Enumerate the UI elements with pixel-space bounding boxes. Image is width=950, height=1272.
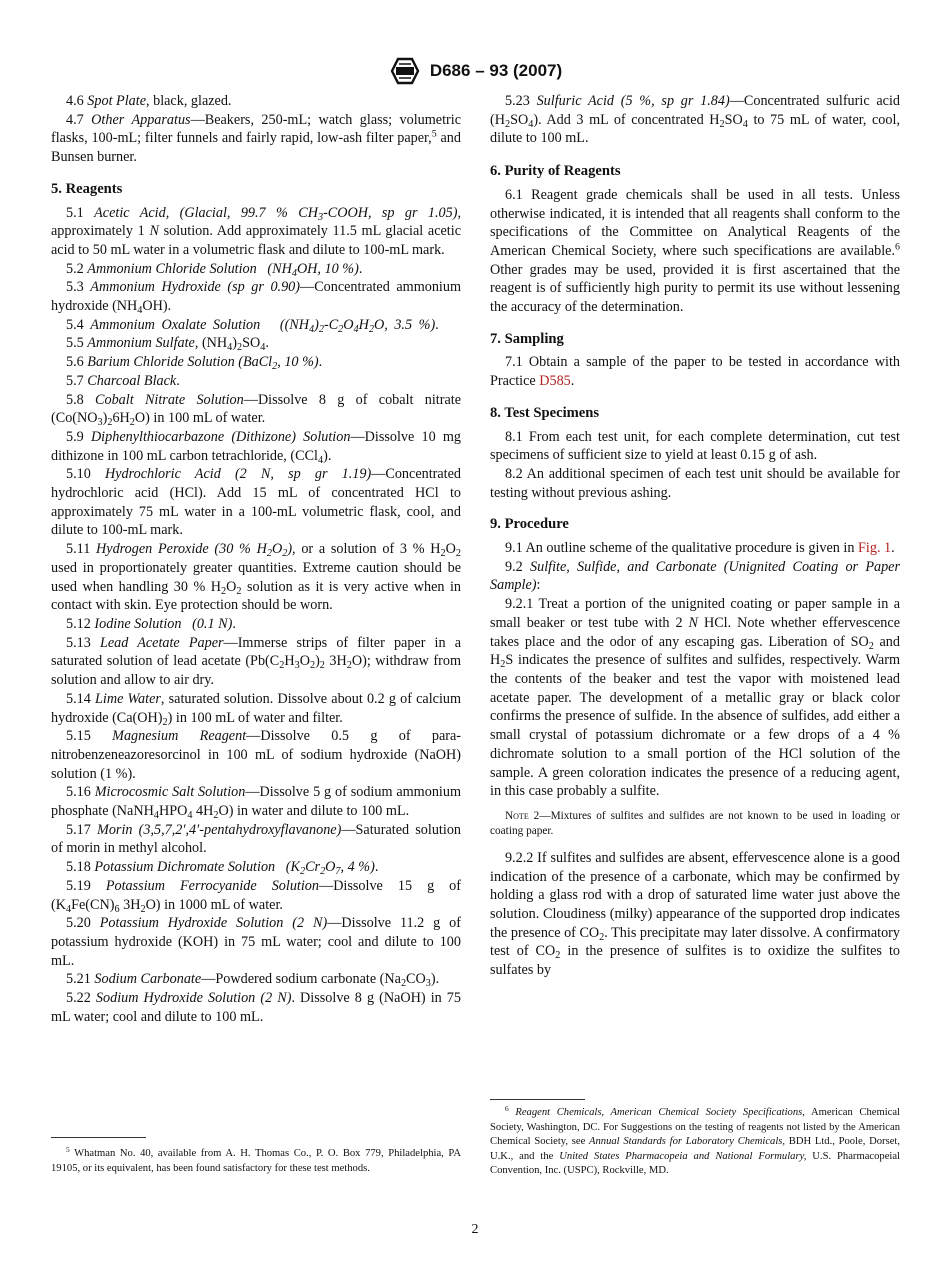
section-5-1: 5.1 Acetic Acid, (Glacial, 99.7 % $CH_3$-COOH, sp gr 1.05), approximately 1 N solution. Add approximately 11.5 mL glacial acetic acid to 50 mL water in a volumetric flask and dilute to 100-mL mark. [51, 204, 462, 258]
section-5-14: 5.14 Lime Water, saturated solution. Dissolve about 0.2 g of calcium hydroxide $(Ca(OH)_2)$ in 100 mL of water and filter. [51, 690, 462, 728]
section-5-22: 5.22 Sodium Hydroxide Solution (2 N). Dissolve 8 g (NaOH) in 75 mL water; cool and dilute to 100 mL. [51, 990, 461, 1025]
link-d585[interactable]: D585 [539, 373, 571, 390]
section-5-17: 5.17 Morin (3,5,7,2′,4′-pentahydroxyflavanone)—Saturated solution of morin in methyl alcohol. [51, 821, 462, 857]
section-9-2: 9.2 Sulfite, Sulfide, and Carbonate (Unignited Coating or Paper Sample): [490, 558, 901, 594]
section-5-19: 5.19 Potassium Ferrocyanide Solution—Dissolve 15 g of ($K_4Fe(CN)_6$ $3H_2O$) in 1000 mL of water. [51, 877, 461, 915]
heading-purity-of-reagents: 6. Purity of Reagents [490, 163, 621, 180]
section-4-7: 4.7 Other Apparatus—Beakers, 250-mL; watch glass; volumetric flasks, 100-mL; filter funnels and fairly rapid, low-ash filter paper,$^5$ and Bunsen burner. [51, 111, 462, 166]
section-5-11: 5.11 Hydrogen Peroxide (30 % $H_2O_2$), or a solution of 3 % $H_2O_2$ used in proportionately greater quantities. Extreme caution should be used when handling 30 % $H_2O_2$ solution as it is very active when in contact with skin. Eye protection should be worn. [51, 541, 462, 614]
section-8-1: 8.1 From each test unit, for each complete determination, cut test specimens of sufficient size to yield at least 0.15 g of ash. [490, 428, 900, 464]
section-4-6: 4.6 Spot Plate, black, glazed. [66, 93, 232, 109]
section-5-20: 5.20 Potassium Hydroxide Solution (2 N)—Dissolve 11.2 g of potassium hydroxide (KOH) in 75 mL water; cool and dilute to 100 mL. [51, 915, 461, 969]
heading-reagents: 5. Reagents [51, 180, 123, 197]
section-5-2: 5.2 Ammonium Chloride Solution ($NH_4OH$, 10 %). [66, 260, 363, 279]
astm-logo-icon [388, 56, 422, 86]
section-5-10: 5.10 Hydrochloric Acid (2 N, sp gr 1.19)—Concentrated hydrochloric acid (HCl). Add 15 mL of concentrated HCl to approximately 75 mL water in a 100-mL volumetric flask, cool, and dilute to 100-mL mark. [51, 466, 462, 539]
document-designation: D686 – 93 (2007) [429, 61, 563, 80]
section-8-2: 8.2 An additional specimen of each test unit should be available for testing without previous ashing. [490, 465, 900, 501]
heading-test-specimens: 8. Test Specimens [490, 404, 600, 421]
section-5-4: 5.4 Ammonium Oxalate Solution ($(NH_4)_2-C_2O_4H_2O$, 3.5 %). [66, 316, 439, 335]
section-5-21: 5.21 Sodium Carbonate—Powdered sodium carbonate $(Na_2CO_3)$. [66, 971, 440, 990]
section-5-23: 5.23 Sulfuric Acid (5 %, sp gr 1.84)—Concentrated sulfuric acid $(H_2SO_4)$. Add 3 mL of concentrated $H_2SO_4$ to 75 mL of water, cool, dilute to 100 mL. [490, 93, 900, 147]
section-5-7: 5.7 Charcoal Black. [66, 372, 180, 389]
section-5-16: 5.16 Microcosmic Salt Solution—Dissolve 5 g of sodium ammonium phosphate ($NaNH_4HPO_4$ $4H_2O$) in water and dilute to 100 mL. [51, 784, 461, 822]
note-2: Note 2—Mixtures of sulfites and sulfides are not known to be used in loading or coating paper. [490, 809, 900, 837]
section-5-6: 5.6 Barium Chloride Solution (BaCl$_2$, 10 %). [66, 354, 323, 373]
left-column [51, 92, 461, 1026]
heading-procedure: 9. Procedure [490, 516, 569, 533]
section-5-3: 5.3 Ammonium Hydroxide (sp gr 0.90)—Concentrated ammonium hydroxide $(NH_4OH)$. [51, 279, 462, 317]
footnote-divider [490, 1099, 585, 1100]
section-5-15: 5.15 Magnesium Reagent—Dissolve 0.5 g of para-nitrobenzeneazoresorcinol in 100 mL of sodium hydroxide (NaOH) solution (1 %). [51, 728, 461, 782]
right-column [490, 92, 900, 980]
section-5-18: 5.18 Potassium Dichromate Solution ($K_2Cr_2O_7$, 4 %). [66, 859, 379, 878]
section-6-1: 6.1 Reagent grade chemicals shall be used in all tests. Unless otherwise indicated, it is intended that all reagents shall conform to the specifications of the Committee on Analytical Reagents of the American Chemical Society, where such specifications are available.$^6$ Other grades may be used, provided it is first ascertained that the reagent is of sufficiently high purity to permit its use without lessening the accuracy of the determination. [490, 186, 900, 316]
footnote-6: $^6$ Reagent Chemicals, American Chemical Society Specifications, American Chemical Society, Washington, DC. For Suggestions on the testing of reagents not listed by the American Chemical Society, see Annual Standards for Laboratory Chemicals, BDH Ltd., Poole, Dorset, U.K., and the United States Pharmacopeia and National Formulary, U.S. Pharmacopeial Convention, Inc. (USPC), Rockville, MD. [490, 1103, 900, 1177]
footnote-divider [51, 1137, 146, 1138]
section-9-2-2: 9.2.2 If sulfites and sulfides are absent, effervescence alone is a good indication of the presence of a carbonate, which may be confirmed by holding a glass rod with a drop of saturated lime water just above the solution. Cloudiness (milky) appearance of the supported drop indicates the presence of $CO_2$. This precipitate may later dissolve. A confirmatory test of $CO_2$ in the presence of sulfites is to oxidize the sulfites to sulfates by [490, 849, 901, 979]
section-5-12: 5.12 Iodine Solution (0.1 N). [66, 615, 236, 632]
page-header [0, 56, 950, 86]
link-fig-1[interactable]: Fig. 1 [858, 540, 892, 557]
section-9-2-1: 9.2.1 Treat a portion of the unignited coating or paper sample in a small beaker or test tube with 2 N HCl. Note whether effervescence takes place and the odor of any escaping gas. Liberation of $SO_2$ and $H_2S$ indicates the presence of sulfites and sulfides, respectively. Warm the contents of the beaker and test the vapor with moistened lead acetate paper. The development of a metallic gray or black color confirms the presence of sulfide. In the absence of sulfides, add either a small crystal of potassium dichromate or a few drops of a 4 % dichromate solution to a small portion of the HCl solution of the sample. A green coloration indicates the presence of a reducing agent, in this case probably a sulfite. [490, 596, 900, 800]
heading-sampling: 7. Sampling [490, 330, 564, 347]
footnote-5: $^5$ Whatman No. 40, available from A. H. Thomas Co., P. O. Box 779, Philadelphia, PA 19105, or its equivalent, has been found satisfactory for these test methods. [51, 1144, 461, 1174]
section-9-1: 9.1 An outline scheme of the qualitative procedure is given in Fig. 1. [505, 540, 895, 557]
section-5-9: 5.9 Diphenylthiocarbazone (Dithizone) Solution—Dissolve 10 mg dithizone in 100 mL carbon tetrachloride, (CCl$_4$). [51, 428, 461, 466]
section-5-8: 5.8 Cobalt Nitrate Solution—Dissolve 8 g of cobalt nitrate $(Co(NO_3)_26H_2O)$ in 100 mL of water. [51, 391, 461, 429]
section-5-5: 5.5 Ammonium Sulfate, $(NH_4)_2SO_4$. [66, 335, 269, 354]
page-number: 2 [471, 1222, 479, 1237]
section-7-1: 7.1 Obtain a sample of the paper to be tested in accordance with Practice D585. [490, 354, 900, 390]
section-5-13: 5.13 Lead Acetate Paper—Immerse strips of filter paper in a saturated solution of lead acetate ($Pb(C_2H_3O_2)_2$ $3H_2O$); withdraw from solution and allow to air dry. [51, 634, 462, 689]
